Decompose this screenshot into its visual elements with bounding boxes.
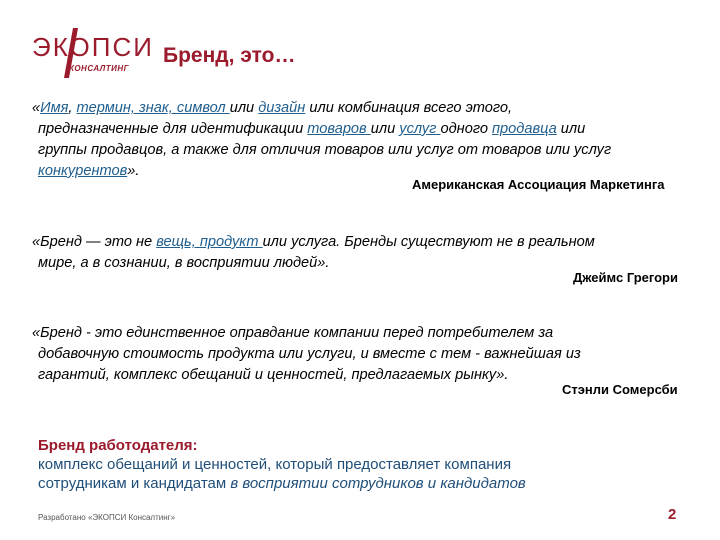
term-link-seller[interactable]: продавца [492,121,557,137]
term-link-goods[interactable]: товаров [307,121,371,137]
definition-line: сотрудникам и кандидатам в восприятии сотрудников и кандидатов [38,475,526,492]
footer-credit: Разработано «ЭКОПСИ Консалтинг» [38,513,176,522]
quote-line: «Бренд — это не вещь, продукт или услуга. Бренды существуют не в реальном [32,234,595,250]
quote-line: мире, а в сознании, в восприятии людей». [38,255,330,271]
term-link-thing[interactable]: вещь, продукт [156,234,263,250]
quote-line: гарантий, комплекс обещаний и ценностей, предлагаемых рынку». [38,367,509,383]
quote-author: Джеймс Грегори [573,270,678,285]
term-link-services[interactable]: услуг [399,121,441,137]
term-link-design[interactable]: дизайн [258,100,306,116]
logo-text: ЭКОПСИ [32,32,154,62]
quote-author: Американская Ассоциация Маркетинга [412,177,665,192]
term-link-name[interactable]: Имя [40,100,69,116]
logo-subtext: КОНСАЛТИНГ [69,64,130,73]
quote-line: конкурентов». [38,163,140,179]
quote-ama [32,98,611,182]
page-number: 2 [668,506,677,523]
quote-author: Стэнли Сомерсби [562,382,678,397]
quote-line: «Имя, термин, знак, символ или дизайн или комбинация всего этого, [32,100,513,116]
quote-line: группы продавцов, а также для отличия товаров или услуг от товаров или услуг [38,142,612,158]
quote-somersby [32,323,581,386]
term-link-competitors[interactable]: конкурентов [38,163,128,179]
employer-brand-definition [38,436,526,493]
definition-line: комплекс обещаний и ценностей, который предоставляет компания [38,456,512,473]
term-link-sign[interactable]: термин, знак, символ [76,100,230,116]
slide-title: Бренд, это… [163,44,296,67]
quote-gregory [32,232,595,274]
company-logo [32,28,154,80]
quote-line: «Бренд - это единственное оправдание компании перед потребителем за [32,325,554,341]
quote-line: предназначенные для идентификации товаров или услуг одного продавца или [38,121,586,137]
quote-line: добавочную стоимость продукта или услуги, и вместе с тем - важнейшая из [38,346,581,362]
employer-brand-title: Бренд работодателя: [38,437,198,454]
